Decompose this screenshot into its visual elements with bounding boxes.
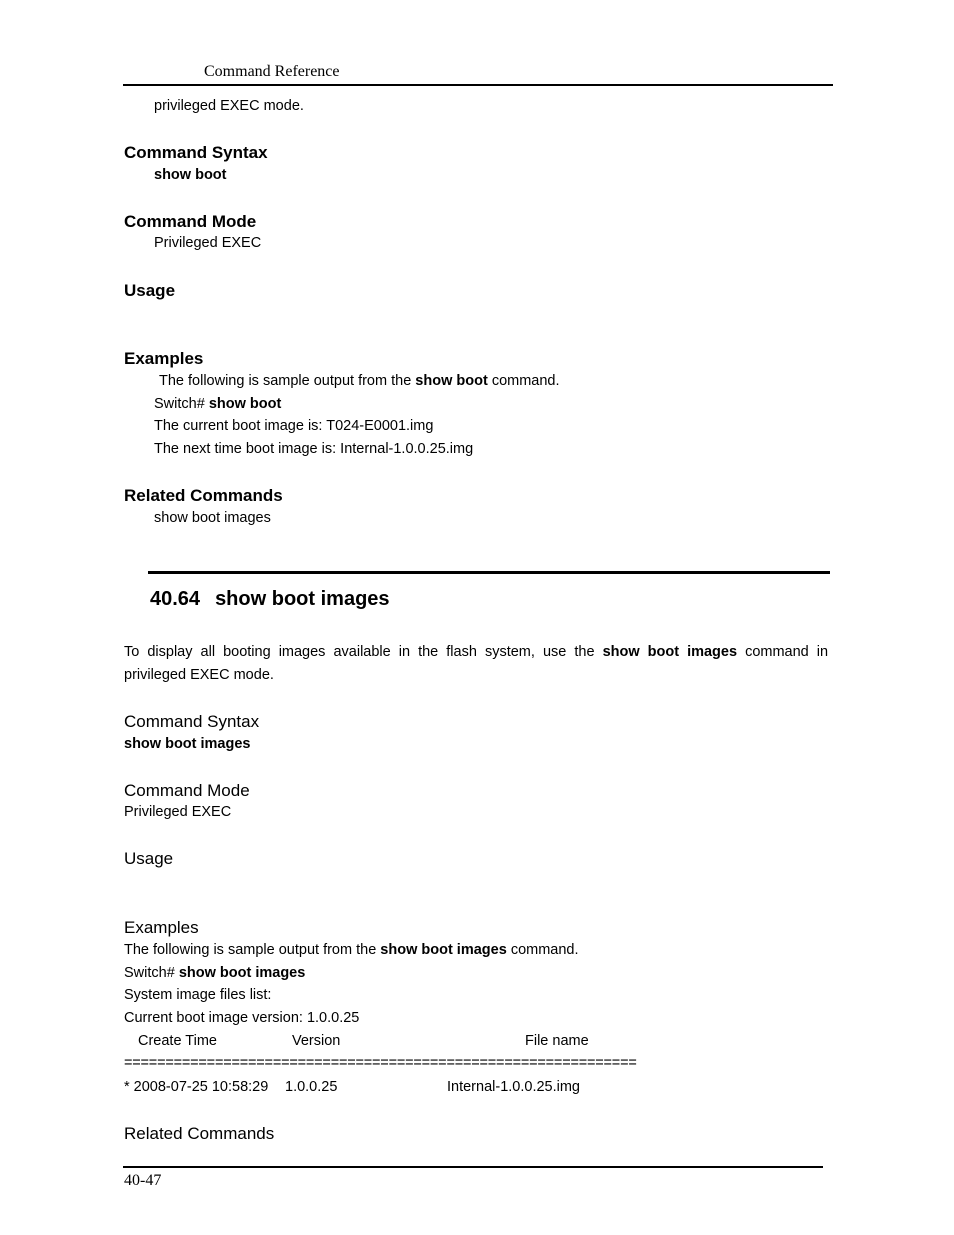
example-output-line: Current boot image version: 1.0.0.25 xyxy=(124,1010,360,1026)
section-description: To display all booting images available in the flash system, use the show boot images command in xyxy=(124,644,829,660)
related-heading: Related Commands xyxy=(124,1124,275,1143)
syntax-text: show boot images xyxy=(124,736,251,752)
mode-heading: Command Mode xyxy=(124,212,257,231)
running-header-title: Command Reference xyxy=(204,63,340,80)
section-title: 40.64 show boot images xyxy=(150,588,390,610)
example-prompt: Switch# show boot images xyxy=(124,965,306,981)
mode-text: Privileged EXEC xyxy=(154,235,262,251)
table-cell-version: 1.0.0.25 xyxy=(285,1079,338,1095)
examples-heading: Examples xyxy=(124,918,199,937)
example-output-line: System image files list: xyxy=(124,987,272,1003)
table-separator: ============================================================== xyxy=(124,1055,637,1071)
table-cell-time: * 2008-07-25 10:58:29 xyxy=(124,1079,269,1095)
related-command: show boot images xyxy=(154,510,271,526)
example-output-line: The current boot image is: T024-E0001.img xyxy=(154,418,434,434)
table-header-version: Version xyxy=(292,1033,341,1049)
section-rule xyxy=(148,571,830,574)
table-header-create-time: Create Time xyxy=(138,1033,217,1049)
syntax-heading: Command Syntax xyxy=(124,712,260,731)
table-cell-file: Internal-1.0.0.25.img xyxy=(447,1079,580,1095)
syntax-heading: Command Syntax xyxy=(124,143,268,162)
mode-text: Privileged EXEC xyxy=(124,804,232,820)
example-intro: The following is sample output from the show boot images command. xyxy=(124,942,579,958)
table-header-file-name: File name xyxy=(525,1033,589,1049)
examples-heading: Examples xyxy=(124,349,204,368)
example-prompt: Switch# show boot xyxy=(154,396,282,412)
intro-tail: privileged EXEC mode. xyxy=(154,98,304,114)
usage-heading: Usage xyxy=(124,849,174,868)
header-rule xyxy=(123,84,833,86)
example-output-line: The next time boot image is: Internal-1.0.0.25.img xyxy=(154,441,474,457)
footer-rule xyxy=(123,1166,823,1168)
mode-heading: Command Mode xyxy=(124,781,250,800)
syntax-text: show boot xyxy=(154,167,227,183)
related-heading: Related Commands xyxy=(124,486,283,505)
usage-heading: Usage xyxy=(124,281,176,300)
page-number: 40-47 xyxy=(124,1172,162,1189)
example-intro: The following is sample output from the show boot command. xyxy=(159,373,560,389)
section-description-line2: privileged EXEC mode. xyxy=(124,667,274,683)
